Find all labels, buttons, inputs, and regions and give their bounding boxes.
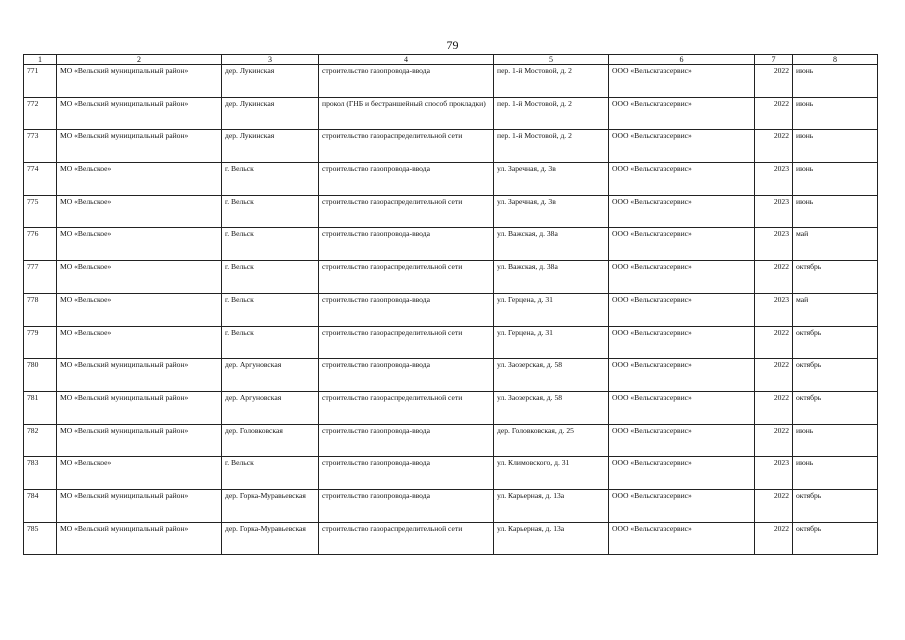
work-type-cell: строительство газопровода-ввода [319, 163, 494, 196]
table-row [24, 163, 878, 196]
address-cell: ул. Карьерная, д. 13а [494, 489, 609, 522]
organization-cell: ООО «Вельскгазсервис» [609, 457, 755, 490]
year-cell: 2023 [755, 228, 793, 261]
column-header: 5 [494, 55, 609, 65]
month-cell: июнь [793, 97, 878, 130]
table-row [24, 65, 878, 98]
address-cell: пер. 1-й Мостовой, д. 2 [494, 65, 609, 98]
municipality-cell: МО «Вельское» [57, 195, 222, 228]
address-cell: ул. Заречная, д. 3в [494, 163, 609, 196]
settlement-cell: г. Вельск [222, 228, 319, 261]
table-row [24, 391, 878, 424]
year-cell: 2023 [755, 457, 793, 490]
page-number: 79 [446, 38, 459, 52]
address-cell: ул. Карьерная, д. 13а [494, 522, 609, 555]
organization-cell: ООО «Вельскгазсервис» [609, 326, 755, 359]
column-header: 1 [24, 55, 57, 65]
settlement-cell: дер. Лукинская [222, 130, 319, 163]
settlement-cell: дер. Горка-Муравьевская [222, 489, 319, 522]
table-row [24, 195, 878, 228]
organization-cell: ООО «Вельскгазсервис» [609, 163, 755, 196]
address-cell: ул. Заозерская, д. 58 [494, 359, 609, 392]
work-type-cell: строительство газопровода-ввода [319, 65, 494, 98]
work-type-cell: строительство газораспределительной сети [319, 130, 494, 163]
work-type-cell: строительство газопровода-ввода [319, 489, 494, 522]
address-cell: ул. Важская, д. 38а [494, 228, 609, 261]
organization-cell: ООО «Вельскгазсервис» [609, 489, 755, 522]
address-cell: ул. Заречная, д. 3в [494, 195, 609, 228]
municipality-cell: МО «Вельское» [57, 228, 222, 261]
year-cell: 2022 [755, 522, 793, 555]
settlement-cell: г. Вельск [222, 457, 319, 490]
month-cell: октябрь [793, 359, 878, 392]
municipality-cell: МО «Вельское» [57, 457, 222, 490]
year-cell: 2022 [755, 391, 793, 424]
year-cell: 2022 [755, 326, 793, 359]
settlement-cell: дер. Лукинская [222, 65, 319, 98]
address-cell: ул. Герцена, д. 31 [494, 293, 609, 326]
row-number: 775 [24, 195, 57, 228]
year-cell: 2023 [755, 195, 793, 228]
year-cell: 2022 [755, 359, 793, 392]
table-row [24, 130, 878, 163]
organization-cell: ООО «Вельскгазсервис» [609, 65, 755, 98]
row-number: 778 [24, 293, 57, 326]
month-cell: май [793, 228, 878, 261]
municipality-cell: МО «Вельский муниципальный район» [57, 424, 222, 457]
municipality-cell: МО «Вельский муниципальный район» [57, 489, 222, 522]
work-type-cell: строительство газораспределительной сети [319, 195, 494, 228]
year-cell: 2022 [755, 489, 793, 522]
address-cell: пер. 1-й Мостовой, д. 2 [494, 130, 609, 163]
settlement-cell: дер. Горка-Муравьевская [222, 522, 319, 555]
row-number: 785 [24, 522, 57, 555]
organization-cell: ООО «Вельскгазсервис» [609, 228, 755, 261]
municipality-cell: МО «Вельский муниципальный район» [57, 65, 222, 98]
row-number: 776 [24, 228, 57, 261]
work-type-cell: строительство газопровода-ввода [319, 359, 494, 392]
municipality-cell: МО «Вельский муниципальный район» [57, 130, 222, 163]
year-cell: 2023 [755, 293, 793, 326]
row-number: 783 [24, 457, 57, 490]
row-number: 784 [24, 489, 57, 522]
work-type-cell: строительство газопровода-ввода [319, 457, 494, 490]
year-cell: 2022 [755, 97, 793, 130]
table-row [24, 261, 878, 294]
month-cell: октябрь [793, 326, 878, 359]
organization-cell: ООО «Вельскгазсервис» [609, 130, 755, 163]
organization-cell: ООО «Вельскгазсервис» [609, 293, 755, 326]
settlement-cell: г. Вельск [222, 326, 319, 359]
row-number: 781 [24, 391, 57, 424]
municipality-cell: МО «Вельский муниципальный район» [57, 97, 222, 130]
address-cell: ул. Важская, д. 38а [494, 261, 609, 294]
work-type-cell: прокол (ГНБ и бестраншейный способ прокладки) [319, 97, 494, 130]
row-number: 782 [24, 424, 57, 457]
month-cell: октябрь [793, 489, 878, 522]
address-cell: ул. Герцена, д. 31 [494, 326, 609, 359]
work-type-cell: строительство газопровода-ввода [319, 293, 494, 326]
settlement-cell: г. Вельск [222, 261, 319, 294]
column-header: 6 [609, 55, 755, 65]
row-number: 771 [24, 65, 57, 98]
month-cell: октябрь [793, 261, 878, 294]
work-type-cell: строительство газопровода-ввода [319, 228, 494, 261]
address-cell: пер. 1-й Мостовой, д. 2 [494, 97, 609, 130]
year-cell: 2023 [755, 163, 793, 196]
work-type-cell: строительство газопровода-ввода [319, 424, 494, 457]
row-number: 773 [24, 130, 57, 163]
table-row [24, 522, 878, 555]
schedule-table [23, 54, 878, 555]
municipality-cell: МО «Вельский муниципальный район» [57, 359, 222, 392]
settlement-cell: дер. Аргуновская [222, 391, 319, 424]
organization-cell: ООО «Вельскгазсервис» [609, 424, 755, 457]
settlement-cell: дер. Аргуновская [222, 359, 319, 392]
work-type-cell: строительство газораспределительной сети [319, 261, 494, 294]
address-cell: ул. Заозерская, д. 58 [494, 391, 609, 424]
table-row [24, 326, 878, 359]
column-header: 2 [57, 55, 222, 65]
organization-cell: ООО «Вельскгазсервис» [609, 359, 755, 392]
organization-cell: ООО «Вельскгазсервис» [609, 261, 755, 294]
settlement-cell: г. Вельск [222, 293, 319, 326]
municipality-cell: МО «Вельский муниципальный район» [57, 391, 222, 424]
column-header: 8 [793, 55, 878, 65]
table-row [24, 293, 878, 326]
month-cell: октябрь [793, 391, 878, 424]
table-row [24, 97, 878, 130]
column-header: 4 [319, 55, 494, 65]
organization-cell: ООО «Вельскгазсервис» [609, 522, 755, 555]
column-header: 3 [222, 55, 319, 65]
organization-cell: ООО «Вельскгазсервис» [609, 97, 755, 130]
work-type-cell: строительство газораспределительной сети [319, 391, 494, 424]
column-header: 7 [755, 55, 793, 65]
address-cell: дер. Головковская, д. 25 [494, 424, 609, 457]
row-number: 780 [24, 359, 57, 392]
month-cell: июнь [793, 130, 878, 163]
municipality-cell: МО «Вельский муниципальный район» [57, 522, 222, 555]
year-cell: 2022 [755, 424, 793, 457]
address-cell: ул. Климовского, д. 31 [494, 457, 609, 490]
organization-cell: ООО «Вельскгазсервис» [609, 391, 755, 424]
month-cell: октябрь [793, 522, 878, 555]
year-cell: 2022 [755, 130, 793, 163]
work-type-cell: строительство газораспределительной сети [319, 326, 494, 359]
table-row [24, 424, 878, 457]
month-cell: июнь [793, 457, 878, 490]
row-number: 772 [24, 97, 57, 130]
municipality-cell: МО «Вельское» [57, 261, 222, 294]
month-cell: июнь [793, 424, 878, 457]
header-row [24, 55, 878, 65]
work-type-cell: строительство газораспределительной сети [319, 522, 494, 555]
year-cell: 2022 [755, 261, 793, 294]
settlement-cell: г. Вельск [222, 195, 319, 228]
month-cell: июнь [793, 163, 878, 196]
row-number: 774 [24, 163, 57, 196]
table-row [24, 359, 878, 392]
month-cell: май [793, 293, 878, 326]
organization-cell: ООО «Вельскгазсервис» [609, 195, 755, 228]
municipality-cell: МО «Вельское» [57, 163, 222, 196]
table-row [24, 228, 878, 261]
municipality-cell: МО «Вельское» [57, 326, 222, 359]
table-row [24, 457, 878, 490]
year-cell: 2022 [755, 65, 793, 98]
settlement-cell: дер. Головковская [222, 424, 319, 457]
row-number: 779 [24, 326, 57, 359]
municipality-cell: МО «Вельское» [57, 293, 222, 326]
row-number: 777 [24, 261, 57, 294]
month-cell: июнь [793, 65, 878, 98]
settlement-cell: г. Вельск [222, 163, 319, 196]
month-cell: июнь [793, 195, 878, 228]
table-row [24, 489, 878, 522]
settlement-cell: дер. Лукинская [222, 97, 319, 130]
